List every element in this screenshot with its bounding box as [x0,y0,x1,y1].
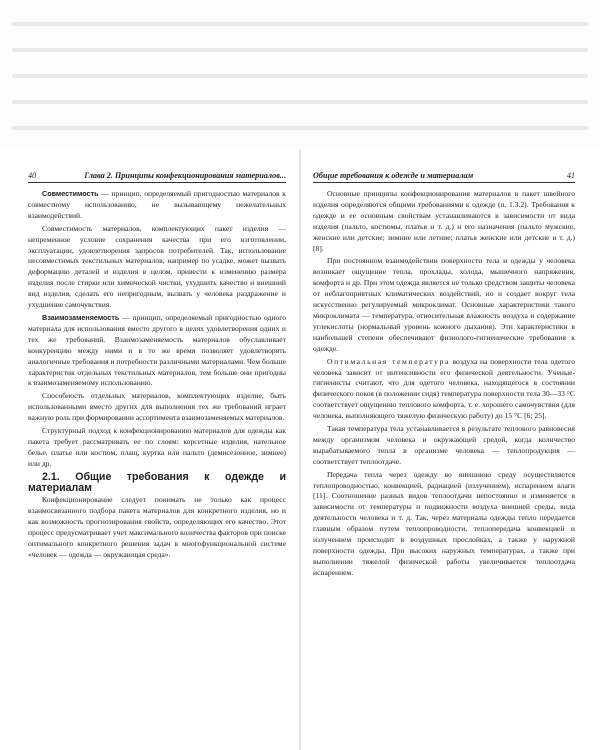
paragraph: Совместимость материалов, комплектующих пакет изделия — непременное условие сохранения качества при его изготовлении, эксплуатации, удовлетворения запросов потребителей. Так, использование несовместимых текстильных материалов, например по усадке, может вызвать деформацию деталей и изделия в целом, привести к изменению размера изделия после стирки или химической чистки, ухудшить качество и внешний вид изделия, сделать его непригодным, вызвать у человека раздражение и ухудшение самочувствия. [28,223,286,310]
paragraph [28,313,286,389]
right-page-header [313,166,575,183]
running-head: Общие требования к одежде и материалам [313,171,474,180]
page-gutter [299,150,301,750]
paragraph [313,357,575,422]
page-number: 41 [566,171,575,180]
left-page-header [28,166,286,183]
right-page [313,166,575,579]
paragraph: Такая температура тела устанавливается в результате теплового равновесия между организмом человека и окружающей средой, когда количество вырабатываемого тепла в организме человека — теплопродукция — соответствует теплоотдаче. [313,424,575,466]
running-head: Глава 2. Принципы конфекционирования материалов... [84,171,286,180]
paragraph-text: воздуха на поверхности тела одетого человека зависит от интенсивности его физической деятельности. Ученые-гигиенисты считают, что для одетого человека, находящегося в состоянии физического покоя (в положении сидя) температура поверхности тела 30—33 °С соответствует ощущению теплового комфорта, т. е. хорошего самочувствия (для человека, выполняющего тяжелую физическую работу) до 15 °С [6; 25]. [313,356,575,421]
term-definition: — принцип, определяемый пригодностью материалов к совместному использованию, не вызывающему нежелательных взаимодействий. [28,189,286,220]
term: Совместимость [42,189,99,198]
blank-top-area [0,0,600,150]
left-page-body [28,189,286,561]
paragraph: Конфекционирование следует понимать не только как процесс взаимосвязанного подбора пакета материалов для конкретного изделия, но и как возможность прогнозирования свойств, определяющих его качество. Этот процесс предусматривает учет максимального количества факторов при поиске оптимального конкретного решения задач в многофункциональной системе «человек — одежда — окружающая среда». [28,495,286,559]
page-number: 40 [28,171,37,180]
faint-line [12,74,588,78]
paragraph: При постоянном взаимодействии поверхности тела и одежды у человека возникает ощущение тепла, прохлады, холода, мышечного напряжения, комфорта и др. При этом одежда является не только средством защиты человека от неблагоприятных климатических воздействий, но и создает вокруг тела искусственно регулируемый микроклимат. Основные характеристики такого микроклимата — температура, относительная влажность воздуха и содержание углекислоты (нормальный уровень кожного дыхания). Эти характеристики в наибольшей степени обеспечивают физиолого-гигиенические требования к одежде. [313,256,575,353]
term-definition: — принцип, определяемый пригодностью одного материала для использования вместо другого в целях удовлетворения одних и тех же требований. Взаимозаменяемость материалов обуславливает конкуренцию между ними и в то же время позволяет удовлетворять аналогичные требования и потребности различными материалами. Чем больше характеристик отдельных текстильных материалов, тем больше они пригодны к взаимозаменяемому использованию. [28,312,286,388]
faint-line [12,48,588,52]
term: Взаимозаменяемость [42,312,120,322]
paragraph: Основные принципы конфекционирования материалов в пакет швейного изделия определяются общими требованиями к одежде (п. 1.3.2). Требования к одежде и ее основным свойствам устанавливаются в зависимости от вида изделия (пальто, костюмы, платья и т. д.) и его назначения (пальто мужские, женские или детские; зимние или летние; платья женские или детские и т. д.) [8]. [313,189,575,253]
paragraph: Структурный подход к конфекционированию материалов для одежды как пакета требует рассматривать ее по слоям: корсетные изделия, нательное белье, платье или костюм, плащ, куртка или пальто (демисезонное, зимнее) или др. [28,426,286,468]
paragraph: Способность отдельных материалов, комплектующих изделие, быть использованными вместо других для выполнения тех же требований играет важную роль при формировании ассортимента взаимозаменяемых материалов. [28,391,286,423]
book-spread [0,150,600,750]
section-title: 2.1. Общие требования к одежде и материалам [28,470,286,494]
paragraph: Передача тепла через одежду во внешнюю среду осуществляется теплопроводностью, конвекцией, радиацией (излучением), испарением влаги [11]. Соотношение разных видов теплоотдачи непостоянно и изменяется в зависимости от температуры и подвижности воздуха внешней среды, вида деятельности человека и т. д. Так, через материалы одежды тепло передается главным образом путем теплопроводности, теплопередача конвекцией и излучением происходит в воздушных прослойках, а также у наружной поверхности одежды. При высоких наружных температурах, а также при выполнении тяжелой физической работы увеличивается теплоотдача испарением. [313,469,575,577]
spaced-emphasis: Оптимальная температура [327,356,450,366]
faint-line [12,126,588,130]
right-page-body [313,189,575,579]
paragraph [28,189,286,222]
left-page [28,166,286,561]
faint-line [12,22,588,26]
faint-line [12,100,588,104]
